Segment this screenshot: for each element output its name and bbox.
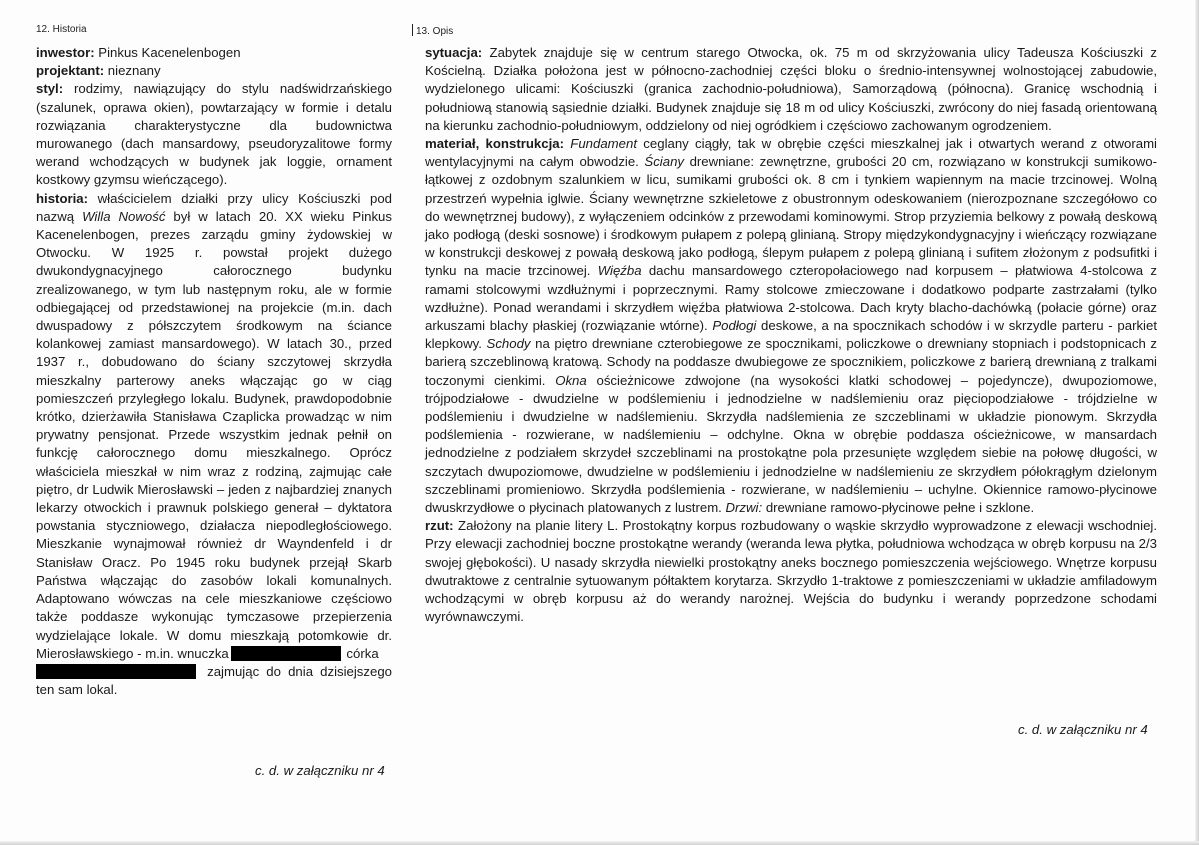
column-divider-mark	[412, 24, 413, 36]
material-text-2: drewniane: zewnętrzne, grubości 20 cm, rozwiązano w konstrukcji sumikowo-łątkowej z ozdobnym szalunkiem w licu, sumikami grubości ok. 8 cm i tynkiem wapiennym na macie trzcinowej. Wolną przestrzeń wypełnia iglwie. Ściany wewnętrzne szkieletowe z obustronnym odeskowaniem (nierozpoznane szczegółowo co do wewnętrznej budowy), z wyłączeniem odcinków z przewodami kominowymi. Strop przyziemia belkowy z powałą deskową jako podłogą (deski sosnowe) i środkowym pułapem z polepą glinianą. Stropy międzykondygnacyjny i wieńczący rozwiązane w konstrukcji deskowej z powałą deskową jako podłogą, ślepym pułapem z polepą glinianą i sufitem złożonym z podsufitki i tynku na macie trzcinowej.	[425, 154, 1157, 279]
historia-text-1: właścicielem działki przy ulicy Kościuszki pod nazwą	[36, 190, 392, 224]
rzut-label: rzut:	[425, 518, 454, 534]
section-label-historia	[36, 24, 87, 35]
section-label-opis	[412, 24, 453, 37]
scan-edge-right	[1195, 0, 1199, 845]
schody-term: Schody	[486, 336, 531, 352]
inwestor-paragraph	[36, 44, 392, 62]
inwestor-value: Pinkus Kacenelenbogen	[94, 45, 241, 60]
historia-column	[36, 44, 392, 699]
drzwi-term: Drzwi:	[725, 500, 763, 516]
material-text-3: dachu mansardowego czteropołaciowego nad korpusem – płatwiowa 4-stolcowa z ramami stolcowymi wzdłużnymi i poprzecznymi. Ramy stolcowe zmieczowane i dodatkowo podparte zastrzałami (tylko wzdłużne). Ponad werandami i skrzydłem więźba płatwiowa 2-stolcowa. Dach kryty blacho-dachówką (połacie górne) oraz arkuszami blachy płaskiej (rozwiązanie wtórne).	[425, 263, 1157, 334]
inwestor-label: inwestor:	[36, 45, 95, 60]
okna-term: Okna	[555, 372, 587, 388]
material-text-7: drewniane ramowo-płycinowe pełne i szklone.	[762, 500, 1035, 516]
sytuacja-value: Zabytek znajduje się w centrum starego Otwocka, ok. 75 m od skrzyżowania ulicy Tadeusza Kościuszki z Kościelną. Działka położona jest w północno-zachodniej części bloku o średnio-intensywnej wolnostojącej zabudowie, wydzielonego ulicami: Kościuszki (granica zachodnio-południowa), Samorządową (północna). Granicę wschodnią i południową stanowią sąsiednie działki. Budynek znajduje się 18 m od ulicy Kościuszki, zwrócony do niej fasadą orientowaną na kierunku zachodnio-południowym, oddzielony od niej ogródkiem i częściowo zachowanym ogrodzeniem.	[425, 45, 1157, 133]
historia-label: historia:	[36, 190, 89, 206]
continuation-note-right: c. d. w załączniku nr 4	[1018, 722, 1148, 737]
styl-paragraph	[36, 80, 392, 189]
styl-label: styl:	[36, 81, 64, 97]
wiezba-term: Więźba	[597, 263, 642, 279]
material-text-6: ościeżnicowe zdwojone (na wysokości klatki schodowej – pojedyncze), dwupoziomowe, trójpodziałowe - dwudzielne w podślemieniu i jednodzielne w nadślemieniu oraz pięciopodziałowe - trójdzielne w podślemieniu i dwudzielne w nadślemieniu. Skrzydła nadślemienia ze szczeblinami w układzie pionowym. Skrzydła podślemienia - rozwierane, w nadślemieniu – odchylne. Okna w obrębie poddasza ościeżnicowe, w mansardach jednodzielne z podziałem skrzydeł szczeblinami na prostokątne pola przesunięte względem siebie na połowę długości, w szczytach dwupoziomowe, dwudzielne w podślemieniu i jednodzielne w nadślemieniu ze skrzydłem półokrągłym dzielonym szczeblinami promieniowo. Skrzydła podślemienia - rozwierane, w nadślemieniu – uchylne. Okiennice ramowo-płycinowe dwuskrzydłowe o płycinach platowanych z lustrem.	[425, 372, 1157, 516]
opis-column	[425, 44, 1157, 627]
styl-value: rodzimy, nawiązujący do stylu nadświdrzańskiego (szalunek, oprawa okien), powtarzający w formie i detalu rozwiązania charakterystyczne dla budownictwa murowanego (dach mansardowy, pseudoryzalitowe formy werand wchodzących w budynek jak loggie, ornament kostkowy gzymsu wieńczącego).	[36, 81, 392, 188]
projektant-label: projektant:	[36, 63, 105, 79]
projektant-paragraph	[36, 62, 392, 80]
material-text-5: na piętro drewniane czterobiegowe ze spocznikami, policzkowe o drewniany stopniach i podstopnicach z barierą szczeblinową kratową. Schody na poddasze dwubiegowe ze spocznikiem, policzkowe z barierą drewnianą z tralkami toczonymi cienkimi.	[425, 336, 1157, 388]
podlogi-term: Podłogi	[712, 318, 757, 334]
redaction-box	[36, 664, 196, 679]
rzut-paragraph	[425, 517, 1157, 626]
material-paragraph	[425, 135, 1157, 517]
section-label-historia-text: 12. Historia	[36, 24, 87, 35]
sytuacja-label: sytuacja:	[425, 45, 483, 60]
sciany-term: Ściany	[644, 154, 685, 170]
material-label: materiał, konstrukcja:	[425, 136, 564, 152]
historia-text-4: zajmując do dnia dzisiejszego ten sam lokal.	[36, 663, 392, 698]
continuation-note-left: c. d. w załączniku nr 4	[255, 763, 385, 778]
material-text-1: ceglany ciągły, tak w obrębie części mieszkalnej jak i otwartych werand z otworami wentylacyjnymi na całym obwodzie.	[425, 136, 1157, 170]
historia-text-3: córka	[342, 645, 379, 661]
redaction-box	[231, 646, 341, 661]
material-text-4: deskowe, a na spocznikach schodów i w skrzydle parteru - parkiet klepkowy.	[425, 318, 1157, 352]
scan-edge-bottom	[0, 841, 1199, 845]
projektant-value: nieznany	[104, 63, 161, 79]
rzut-value: Założony na planie litery L. Prostokątny korpus rozbudowany o wąskie skrzydło wyprowadzone z elewacji wschodniej. Przy elewacji zachodniej boczne prostokątne werandy (weranda lewa płytka, południowa wchodząca w obręb korpusu na 2/3 swojej głębokości). U nasady skrzydła niewielki prostokątny aneks bocznego pomieszczenia wejściowego. Wnętrze korpusu dwutraktowe z centralnie sytuowanym półtaktem korytarza. Skrzydło 1-traktowe z pomieszczeniami w układzie amfiladowym wchodzącymi w obręb korpusu aż do werandy narożnej. Wejścia do budynku i werandy poprzedzone schodami wyrównawczymi.	[425, 518, 1157, 625]
sytuacja-paragraph	[425, 44, 1157, 135]
historia-paragraph	[36, 190, 392, 700]
section-label-opis-text: 13. Opis	[416, 26, 454, 37]
villa-name: Willa Nowość	[82, 208, 166, 224]
fundament-term: Fundament	[570, 136, 637, 152]
historia-text-2: był w latach 20. XX wieku Pinkus Kacenelenbogen, prezes zarządu gminy żydowskiej w Otwocku. W 1925 r. powstał projekt dużego dwukondygnacyjnego całorocznego budynku zrealizowanego, w tym lub następnym roku, ale w formie odbiegającej od przedstawionej na projekcie (m.in. dach dwuspadowy z półszczytem środkowym na ściance kolankowej zamiast mansardowego). W latach 30., przed 1937 r., dobudowano do ściany szczytowej skrzydła mieszkalny parterowy aneks włączając go w ciąg pomieszczeń przyległego lokalu. Budynek, prawdopodobnie krótko, dzierżawiła Stanisława Czaplicka prowadząc w nim prywatny pensjonat. Przede wszystkim jednak pełnił on funkcję całorocznego domu mieszkalnego. Oprócz właściciela mieszkał w nim wraz z rodziną, zajmując całe piętro, dr Ludwik Mierosławski – jeden z najbardziej znanych lekarzy otwockich i prawnuk polskiego generał – dyktatora powstania styczniowego, działacza niepodległościowego. Mieszkanie wynajmował również dr Wayndenfeld i dr Stanisław Oracz. Po 1945 roku budynek przejął Skarb Państwa włączając do zasobów lokali komunalnych. Adaptowano wówczas na cele mieszkaniowe częściowo także poddasze wykonując tymczasowe przepierzenia wydzielające lokale. W domu mieszkają potomkowie dr. Mierosławskiego - m.in. wnuczka	[36, 208, 392, 661]
